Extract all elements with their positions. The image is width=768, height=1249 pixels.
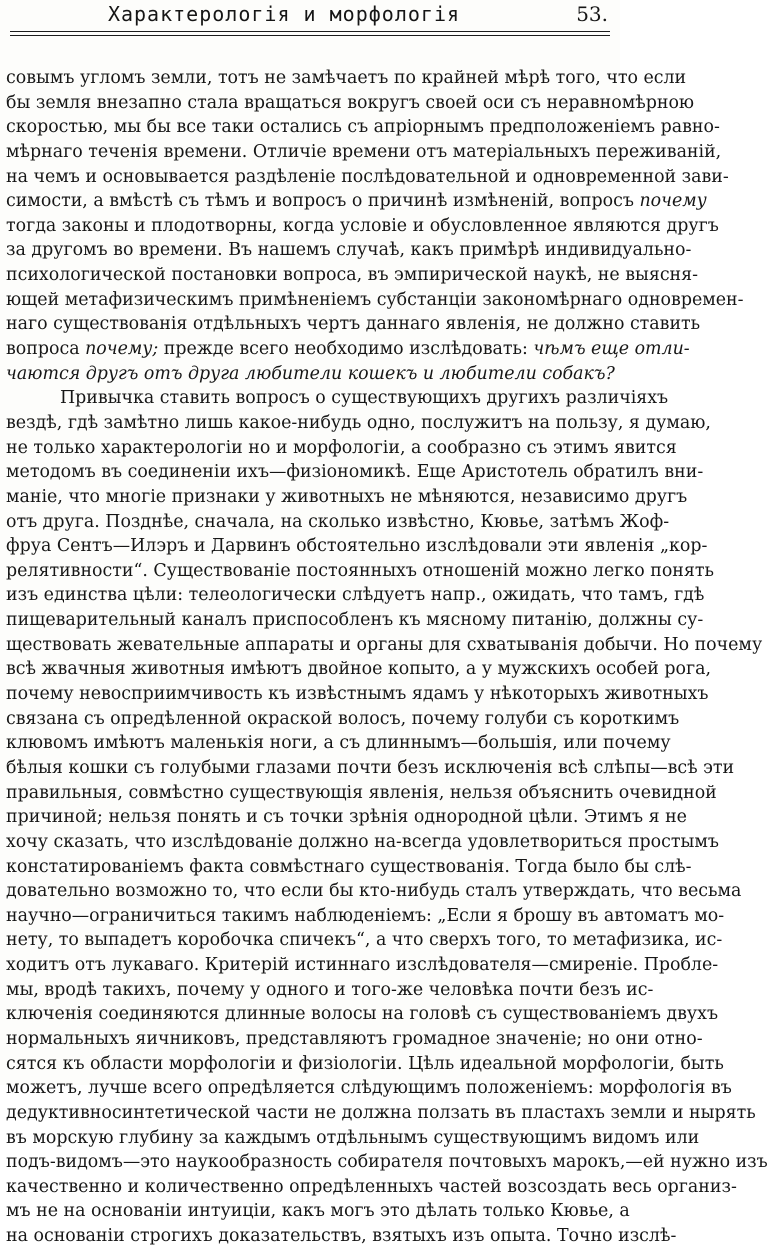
text-line: [6, 510, 670, 535]
line-text: бы земля внезапно стала вращаться вокругъ своей оси съ неравномѣрною: [6, 92, 695, 113]
line-text: не только характерологіи но и морфологіи, а сообразно съ этимъ явится: [6, 437, 677, 458]
line-text: наго существованія отдѣльныхъ чертъ даннаго явленія, не должно ставить: [6, 314, 701, 335]
text-line: [6, 140, 722, 165]
text-line: [6, 362, 615, 387]
text-line: [6, 485, 688, 510]
text-line: [6, 66, 687, 91]
text-line: [6, 805, 687, 830]
emphasis-text: чѣмъ еще отли-: [533, 339, 690, 360]
line-text: вездѣ, гдѣ замѣтно лишь какое-нибудь одно, послужитъ на пользу, я думаю,: [6, 412, 711, 433]
line-text: пищеварительный каналъ приспособленъ къ мясному питанію, должны су-: [6, 610, 704, 631]
line-text: мы, вродѣ такихъ, почему у одного и того-же человѣка почти безъ ис-: [6, 979, 654, 1000]
line-text: скоростью, мы бы все таки остались съ апріорнымъ предположеніемъ равно-: [6, 117, 720, 138]
text-line: [6, 337, 690, 362]
text-line: [6, 1101, 756, 1126]
text-line: [6, 657, 712, 682]
line-text: довательно возможно то, что если бы кто-нибудь сталъ утверждать, что весьма: [6, 881, 742, 902]
text-line: [6, 460, 704, 485]
text-line: [6, 214, 719, 239]
text-line: [6, 978, 654, 1003]
line-text: хочу сказать, что изслѣдованіе должно на-всегда удовлетвориться простымъ: [6, 831, 719, 852]
line-text: ществовать жевательные аппараты и органы для схватыванія добычи. Но почему: [6, 634, 763, 655]
line-text: сятся къ области морфологіи и физіологіи. Цѣль идеальной морфологіи, быть: [6, 1053, 724, 1074]
line-text: Привычка ставить вопросъ о существующихъ другихъ различіяхъ: [60, 388, 669, 409]
text-line: [6, 731, 671, 756]
text-line: [6, 904, 725, 929]
line-text: вопроса: [6, 339, 80, 360]
text-line: [6, 411, 711, 436]
line-text: ющей метафизическимъ примѣненіемъ субстанціи закономѣрнаго одновремен-: [6, 289, 744, 310]
text-line: [6, 1076, 732, 1101]
text-line: [6, 559, 714, 584]
line-text: связана съ опредѣленной окраской волосъ, почему голуби съ короткимъ: [6, 708, 680, 729]
running-head: [10, 0, 610, 26]
line-text: совымъ угломъ земли, тотъ не замѣчаетъ по крайней мѣрѣ того, что если: [6, 68, 687, 88]
text-line: [6, 1199, 630, 1224]
text-line: [6, 928, 723, 953]
text-line: [6, 608, 704, 633]
text-line: [6, 436, 677, 461]
text-line: [6, 830, 719, 855]
text-line: [6, 1027, 703, 1052]
text-line: [6, 534, 708, 559]
line-text: научно—ограничиться такимъ наблюденіемъ: „Если я брошу въ автоматъ мо-: [6, 905, 725, 926]
line-text: причиной; нельзя понять и съ точки зрѣнія однородной цѣли. Этимъ я не: [6, 807, 687, 828]
line-text: дедуктивносинтетической части не должна ползать въ пластахъ земли и нырять: [6, 1102, 756, 1123]
line-text: качественно и количественно опредѣленныхъ частей возсоздать весь организ-: [6, 1176, 737, 1197]
text-line: [6, 756, 735, 781]
line-text: на основаніи строгихъ доказательствъ, взятыхъ изъ опыта. Точно изслѣ-: [6, 1226, 677, 1247]
line-text: почему невосприимчивость къ извѣстнымъ ядамъ у нѣкоторыхъ животныхъ: [6, 684, 709, 705]
text-line: [6, 288, 744, 313]
emphasis-text: чаются другъ отъ друга любители кошекъ и любители собакъ?: [6, 363, 615, 384]
line-text: бѣлыя кошки съ голубыми глазами почти безъ исключенія всѣ слѣпы—всѣ эти: [6, 757, 735, 778]
text-line: [6, 238, 692, 263]
line-text: подъ-видомъ—это наукообразность собирателя почтовыхъ марокъ,—ей нужно изъ: [6, 1152, 768, 1173]
line-text: симости, а вмѣстѣ съ тѣмъ и вопросъ о причинѣ измѣненій, вопросъ: [6, 191, 634, 212]
line-text: фруа Сентъ—Илэръ и Дарвинъ обстоятельно изслѣдовали эти явленія „кор-: [6, 536, 708, 557]
text-line: [6, 633, 763, 658]
text-line: [6, 1224, 677, 1249]
line-text: мѣрнаго теченія времени. Отличіе времени отъ матеріальныхъ переживаній,: [6, 141, 722, 162]
text-line: [6, 879, 742, 904]
text-line: [6, 855, 692, 880]
line-text: всѣ жвачныя животныя имѣютъ двойное копыто, а у мужскихъ особей рога,: [6, 659, 712, 680]
text-line: [6, 189, 707, 214]
line-text: ключенія соединяются длинные волосы на головѣ съ существованіемъ двухъ: [6, 1004, 719, 1025]
text-line: [6, 165, 729, 190]
line-text: правильныя, совмѣстно существующія явленія, нельзя объяснить очевидной: [6, 782, 717, 803]
line-text: мъ не на основаніи интуиціи, какъ могъ это дѣлать только Кювье, а: [6, 1201, 630, 1222]
line-text: въ морскую глубину за каждымъ отдѣльнымъ существующимъ видомъ или: [6, 1127, 700, 1148]
header-rule-bottom: [10, 35, 610, 36]
emphasis-text: почему;: [85, 339, 159, 360]
text-line: [6, 1175, 737, 1200]
text-line: [6, 682, 709, 707]
line-text: отъ друга. Позднѣе, сначала, на сколько извѣстно, Кювье, затѣмъ Жоф-: [6, 511, 670, 532]
line-text: на чемъ и основывается раздѣленіе послѣдовательной и одновременной зави-: [6, 166, 729, 187]
line-text: клювомъ имѣютъ маленькія ноги, а съ длиннымъ—большія, или почему: [6, 733, 671, 754]
text-line: [6, 1002, 719, 1027]
line-text: психологической постановки вопроса, въ эмпирической наукѣ, не выясня-: [6, 265, 698, 286]
line-text: прежде всего необходимо изслѣдовать:: [163, 339, 528, 360]
page-number: 53.: [576, 2, 608, 26]
text-line: [6, 386, 669, 411]
text-line: [6, 312, 701, 337]
line-text: изъ единства цѣли: телеологически слѣдуетъ напр., ожидать, что тамъ, гдѣ: [6, 585, 705, 606]
text-line: [6, 583, 705, 608]
line-text: релятивности“. Существованіе постоянныхъ отношеній можно легко понять: [6, 560, 714, 581]
line-text: констатированіемъ факта совмѣстнаго существованія. Тогда было бы слѣ-: [6, 856, 692, 877]
line-text: тогда законы и плодотворны, когда условіе и обусловленное являются другъ: [6, 215, 719, 236]
line-text: можетъ, лучше всего опредѣляется слѣдующимъ положеніемъ: морфологія въ: [6, 1078, 732, 1099]
header-rule-top: [10, 31, 610, 32]
line-text: за другомъ во времени. Въ нашемъ случаѣ, какъ примѣрѣ индивидуально-: [6, 240, 692, 261]
text-line: [6, 91, 695, 116]
text-line: [6, 115, 720, 140]
emphasis-text: почему: [639, 191, 707, 212]
text-line: [6, 707, 680, 732]
text-line: [6, 1126, 700, 1151]
text-line: [6, 781, 717, 806]
line-text: нету, то выпадетъ коробочка спичекъ“, а что сверхъ того, то метафизика, ис-: [6, 930, 723, 951]
body-text: [6, 66, 768, 1249]
running-title: Характерологія и морфологія: [107, 2, 461, 26]
text-line: [6, 1150, 768, 1175]
line-text: методомъ въ соединеніи ихъ—физіономикѣ. Еще Аристотель обратилъ вни-: [6, 462, 704, 483]
text-line: [6, 263, 698, 288]
line-text: нормальныхъ яичниковъ, представляютъ громадное значеніе; но они отно-: [6, 1028, 703, 1049]
text-line: [6, 1052, 724, 1077]
text-line: [6, 953, 719, 978]
line-text: маніе, что многіе признаки у животныхъ не мѣняются, независимо другъ: [6, 486, 688, 507]
line-text: ходитъ отъ лукаваго. Критерій истиннаго изслѣдователя—смиреніе. Пробле-: [6, 955, 719, 976]
